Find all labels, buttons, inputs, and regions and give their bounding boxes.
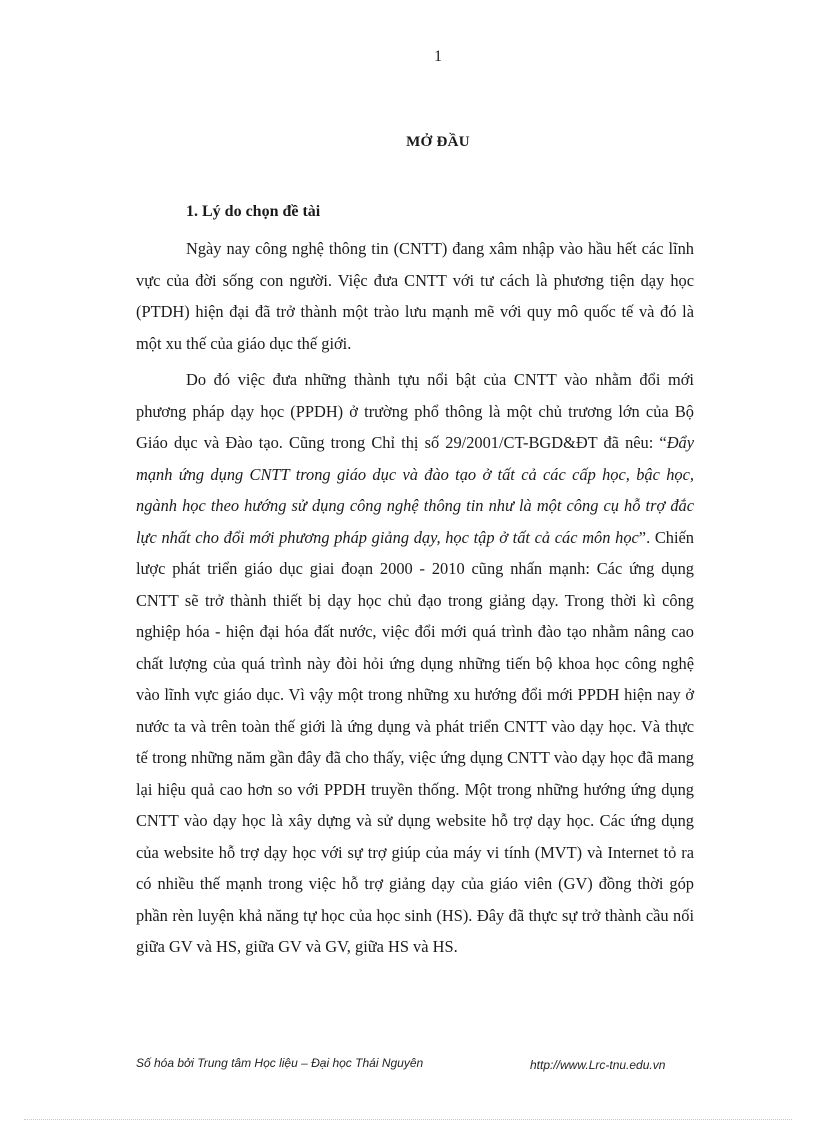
paragraph-1: Ngày nay công nghệ thông tin (CNTT) đang xâm nhập vào hầu hết các lĩnh vực của đời sống con người. Việc đưa CNTT với tư cách là phương tiện dạy học (PTDH) hiện đại đã trở thành một trào lưu mạnh mẽ với quy mô quốc tế và đó là một xu thế của giáo dục thế giới. bbox=[136, 239, 694, 353]
section-title: 1. Lý do chọn đề tài bbox=[186, 203, 321, 220]
page-number: 1 bbox=[434, 48, 442, 65]
footer-source: Số hóa bởi Trung tâm Học liệu – Đại học Thái Nguyên bbox=[136, 1056, 424, 1070]
paragraph-2-rest: ”. Chiến lược phát triển giáo dục giai đoạn 2000 - 2010 cũng nhấn mạnh: Các ứng dụng CNTT sẽ trở thành thiết bị dạy học chủ đạo trong giảng dạy. Trong thời kì công nghiệp hóa - hiện đại hóa đất nước, việc đổi mới quá trình đào tạo nhằm nâng cao chất lượng của quá trình này đòi hỏi ứng dụng những tiến bộ khoa học công nghệ vào lĩnh vực giáo dục. Vì vậy một trong những xu hướng đổi mới PPDH hiện nay ở nước ta và trên toàn thế giới là ứng dụng và phát triển CNTT vào dạy học. Và thực tế trong những năm gần đây đã cho thấy, việc ứng dụng CNTT vào dạy học đã mang lại hiệu quả cao hơn so với PPDH truyền thống. Một trong những hướng ứng dụng CNTT vào dạy học là xây dựng và sử dụng website hỗ trợ dạy học. Các ứng dụng của website hỗ trợ dạy học với sự trợ giúp của máy vi tính (MVT) và Internet tỏ ra có nhiều thế mạnh trong việc hỗ trợ giảng dạy của giáo viên (GV) đồng thời góp phần rèn luyện khả năng tự học của học sinh (HS). Đây đã thực sự trở thành cầu nối giữa GV và HS, giữa GV và GV, giữa HS và HS. bbox=[136, 527, 695, 956]
paragraph-2 bbox=[136, 364, 694, 963]
bottom-divider bbox=[24, 1119, 792, 1120]
directive-quote: Đẩy mạnh ứng dụng CNTT trong giáo dục và đào tạo ở tất cả các cấp học, bậc học, ngành học theo hướng sử dụng công nghệ thông tin như là một công cụ hỗ trợ đắc lực nhất cho đổi mới phương pháp giảng dạy, học tập ở tất cả các môn học bbox=[136, 433, 694, 547]
page-heading: MỞ ĐẦU bbox=[406, 134, 470, 150]
paragraph-2-intro: Do đó việc đưa những thành tựu nổi bật của CNTT vào nhằm đổi mới phương pháp dạy học (PPDH) ở trường phổ thông là một chủ trương lớn của Bộ Giáo dục và Đào tạo. Cũng trong Chỉ thị số 29/2001/CT-BGD&ĐT đã nêu: “ bbox=[136, 370, 694, 452]
footer-url: http://www.Lrc-tnu.edu.vn bbox=[530, 1058, 666, 1072]
body-text bbox=[136, 233, 694, 963]
